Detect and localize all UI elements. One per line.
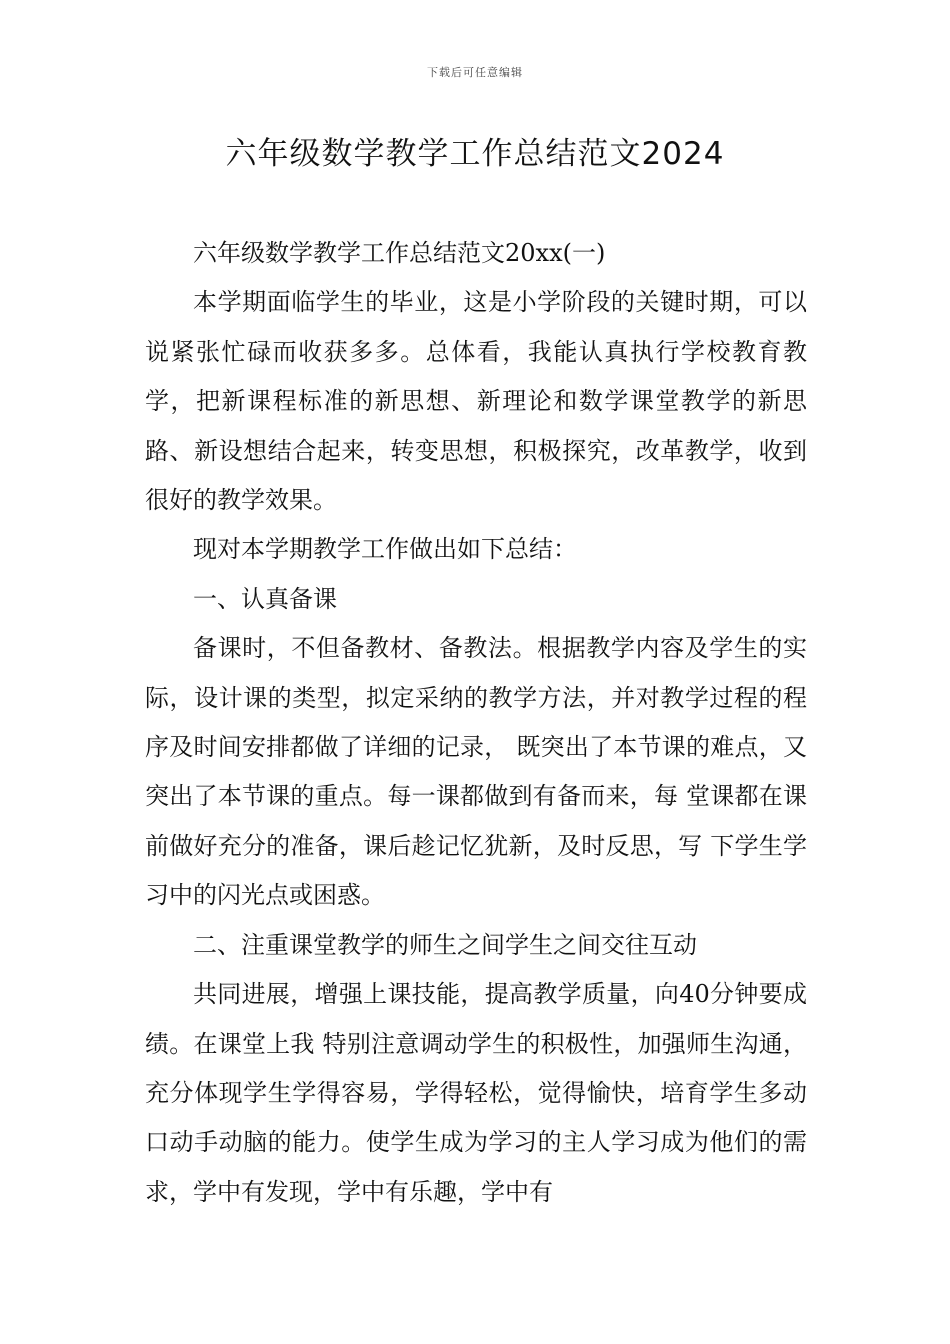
document-body xyxy=(145,229,807,1217)
paragraph-subtitle: 六年级数学教学工作总结范文20xx(一) xyxy=(193,239,606,267)
section-heading-1: 一、认真备课 xyxy=(193,584,337,613)
document-title: 六年级数学教学工作总结范文2024 xyxy=(225,136,725,172)
paragraph-section-2: 共同进展，增强上课技能，提高教学质量，向40分钟要成绩。在课堂上我 特别注意调动学生的积极性，加强师生沟通，充分体现学生学得容易，学得轻松，觉得愉快，培育学生多动口动手动脑的能力。使学生成为学习的主人学习成为他们的需求，学中有发现，学中有乐趣，学中有 xyxy=(145,980,807,1206)
paragraph-intro: 本学期面临学生的毕业，这是小学阶段的关键时期，可以说紧张忙碌而收获多多。总体看，我能认真执行学校教育教学，把新课程标准的新思想、新理论和数学课堂教学的新思路、新设想结合起来，转变思想，积极探究，改革教学，收到很好的教学效果。 xyxy=(145,288,807,515)
section-heading-2: 二、注重课堂教学的师生之间学生之间交往互动 xyxy=(193,930,697,959)
page-header-note: 下载后可任意编辑 xyxy=(427,66,523,79)
paragraph-summary-lead: 现对本学期教学工作做出如下总结： xyxy=(193,535,577,564)
paragraph-section-1: 备课时，不但备教材、备教法。根据教学内容及学生的实际，设计课的类型，拟定采纳的教学方法，并对教学过程的程序及时间安排都做了详细的记录， 既突出了本节课的难点，又突出了本节课的重点。每一课都做到有备而来，每 堂课都在课前做好充分的准备，课后趁记忆犹新，及时反思，写 下学生学习中的闪光点或困惑。 xyxy=(145,634,807,910)
